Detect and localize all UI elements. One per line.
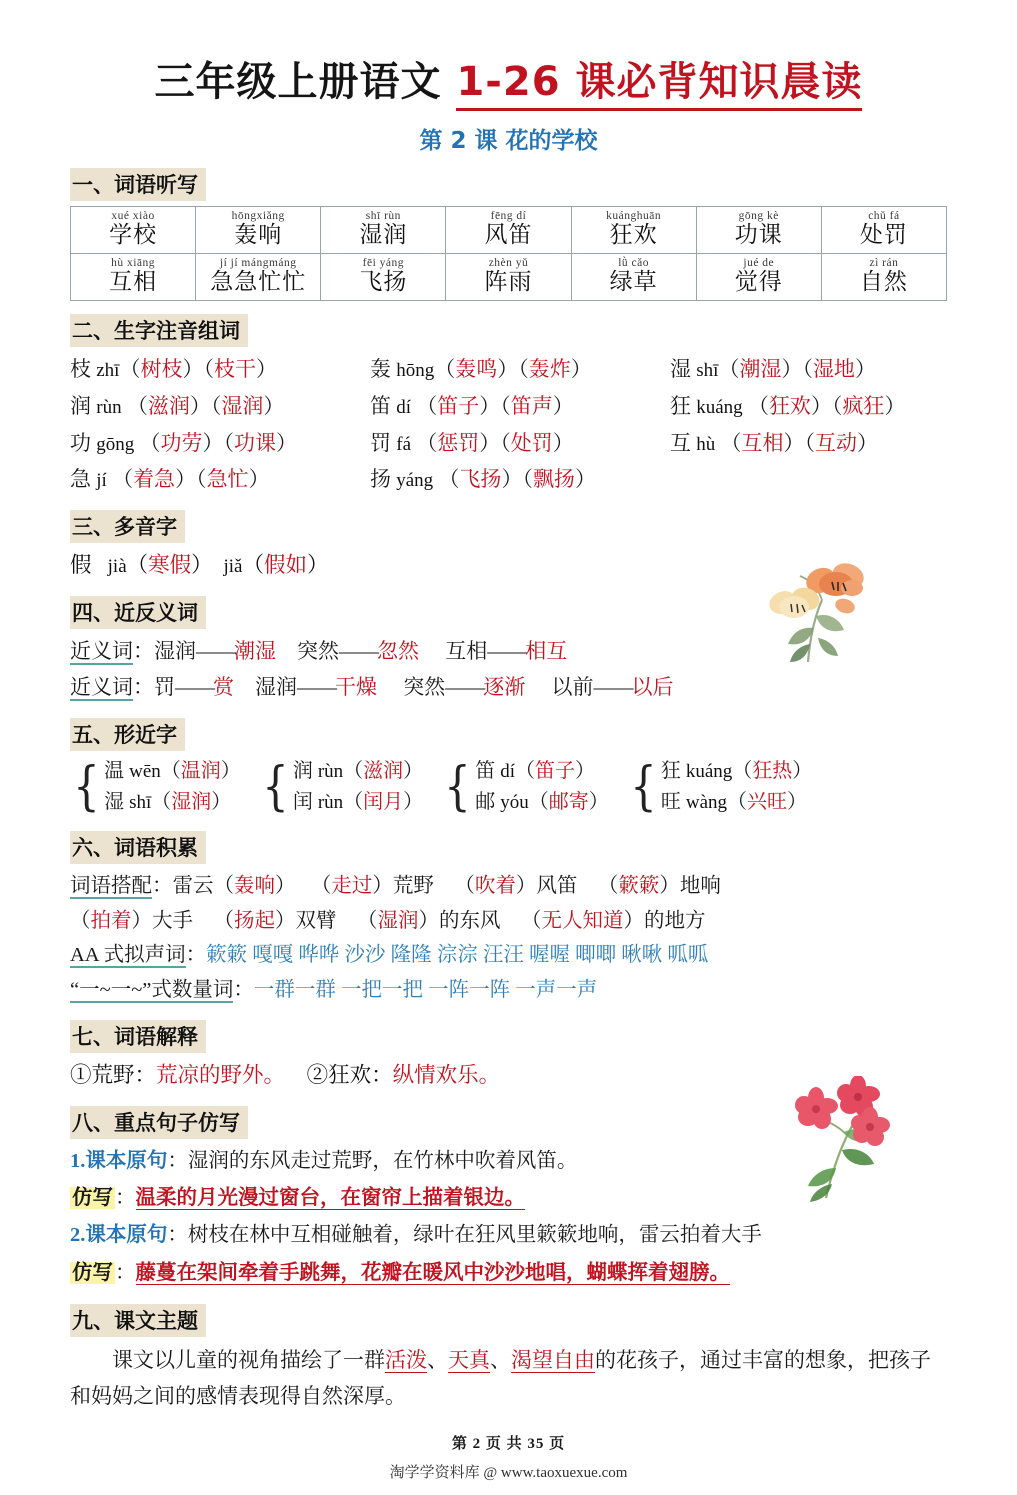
synonym-row-2-label: 近义词	[70, 674, 133, 699]
char: 润	[292, 760, 313, 783]
explanation-number: ①	[70, 1063, 92, 1088]
char-word: 兴旺	[747, 791, 788, 814]
char-pinyin: jí	[96, 470, 107, 492]
cell-word: 飞扬	[359, 269, 408, 295]
imitation-origin-2: 2.课本原句：树枝在林中互相碰触着，绿叶在狂风里簌簌地响，雷云拍着大手	[70, 1224, 762, 1247]
table-cell	[696, 254, 821, 301]
char-pinyin: kuáng	[685, 761, 733, 783]
section-heading-similar-chars	[70, 718, 947, 751]
char-word: 轰炸	[528, 357, 571, 381]
synonym-row-1: 近义词：湿润——潮湿 突然——忽然 互相——相互	[70, 638, 568, 663]
aa-word: 呱呱	[667, 944, 709, 967]
explanation-number: ②	[306, 1063, 329, 1088]
table-cell	[446, 254, 571, 301]
colloc-pre: 雷云	[172, 875, 214, 898]
explanation-meaning: 纵情欢乐。	[392, 1063, 501, 1088]
lesson-subtitle: 第 2 课 花的学校	[419, 128, 598, 154]
colloc-post: 双臂	[295, 909, 337, 932]
colloc-post: 地响	[679, 875, 721, 898]
syn-a: 互相	[445, 638, 488, 663]
char-word: 温润	[180, 760, 221, 783]
aa-word: 淙淙	[436, 944, 478, 967]
char: 功	[70, 430, 91, 455]
new-char-entry: 罚 fá （惩罚）（处罚）	[370, 430, 574, 455]
char-pinyin: rùn	[317, 792, 344, 814]
section-5-label: 五、形近字	[70, 718, 185, 751]
cell-word: 绿草	[609, 269, 658, 295]
polyphone-char: 假	[70, 553, 92, 578]
polyphone-word-1: 寒假	[148, 553, 192, 578]
similar-char-group	[259, 756, 423, 818]
title-red-part: 1-26 课必背知识晨读	[456, 59, 862, 111]
char-word: 笛子	[437, 393, 480, 418]
synonym-row-1-label: 近义词	[70, 638, 133, 663]
char: 闰	[292, 791, 313, 814]
section-4-label: 四、近反义词	[70, 596, 206, 629]
char-pinyin: shī	[129, 792, 152, 814]
theme-keyword-3: 渴望自由	[511, 1347, 595, 1372]
cell-pinyin: zhèn yǔ	[488, 256, 529, 269]
similar-char-line: 闰 rùn（闰月）	[292, 791, 424, 814]
syn-b: 干燥	[335, 674, 377, 699]
char-pinyin: shī	[696, 360, 719, 381]
similar-char-group	[627, 756, 813, 818]
cell-word: 急急忙忙	[210, 269, 307, 295]
cell-pinyin: fēi yáng	[362, 256, 405, 269]
page-title	[70, 58, 947, 106]
char-word: 功课	[234, 430, 276, 455]
theme-paragraph	[70, 1342, 947, 1414]
aa-label: AA 式拟声词	[70, 944, 186, 967]
new-char-entry: 扬 yáng （飞扬）（飘扬）	[370, 467, 596, 492]
char: 润	[70, 393, 91, 418]
syn-a: 以前	[551, 674, 594, 699]
section-heading-theme	[70, 1304, 947, 1337]
char-pinyin: hōng	[396, 360, 435, 381]
colloc-post: 荒野	[392, 875, 434, 898]
char-pinyin: kuáng	[696, 396, 743, 418]
table-row	[71, 254, 947, 301]
aa-word: 喔喔	[528, 944, 570, 967]
title-black-part: 三年级上册语文	[154, 59, 442, 105]
char-word: 处罚	[510, 430, 553, 455]
table-cell	[696, 207, 821, 254]
new-char-entry: 功 gōng （功劳）（功课）	[70, 430, 297, 455]
aa-word: 嘎嘎	[252, 944, 294, 967]
table-cell	[321, 254, 446, 301]
section-8-label: 八、重点句子仿写	[70, 1106, 248, 1139]
theme-sep: 、	[490, 1347, 511, 1372]
char-word: 互动	[815, 430, 857, 455]
table-cell	[446, 207, 571, 254]
syn-b: 逐渐	[483, 674, 526, 699]
char: 湿	[104, 791, 125, 814]
cell-word: 轰响	[234, 222, 283, 248]
similar-char-line: 温 wēn（温润）	[104, 760, 241, 783]
table-cell	[321, 207, 446, 254]
similar-char-line: 旺 wàng（兴旺）	[660, 791, 808, 814]
char-pinyin: fá	[396, 433, 412, 455]
table-row	[71, 207, 947, 254]
syn-a: 突然	[403, 674, 446, 699]
syn-a: 湿润	[255, 674, 297, 699]
quantifier-label: “一~一~”式数量词	[70, 978, 234, 1001]
similar-char-group	[441, 756, 609, 818]
char-word: 邮寄	[548, 791, 589, 814]
imitation-origin-1: 1.课本原句：湿润的东风走过荒野，在竹林中吹着风笛。	[70, 1149, 578, 1172]
cell-pinyin: xué xiào	[111, 209, 155, 222]
section-3-label: 三、多音字	[70, 510, 185, 543]
brace-icon: {	[73, 756, 100, 817]
new-char-entry: 湿 shī（潮湿）（湿地）	[670, 357, 876, 381]
cell-pinyin: shī rùn	[365, 209, 401, 222]
syn-b: 相互	[525, 638, 568, 663]
table-cell	[196, 207, 321, 254]
explanation-term: 荒野	[91, 1063, 135, 1088]
char: 罚	[370, 430, 391, 455]
char-word: 闰月	[363, 791, 404, 814]
char: 温	[104, 760, 125, 783]
cell-pinyin: fēng dí	[490, 209, 527, 222]
cell-pinyin: zì rán	[869, 256, 899, 269]
polyphone-row: 假 jià（寒假） jiǎ（假如）	[70, 553, 329, 578]
char-word: 笛子	[535, 760, 576, 783]
quantifier-line: “一~一~”式数量词：一群一群 一把一把 一阵一阵 一声一声	[70, 978, 598, 1001]
char-word: 枝干	[213, 357, 256, 381]
section-heading-accumulation	[70, 831, 947, 864]
section-2-label: 二、生字注音组词	[70, 314, 248, 347]
aa-word: 啾啾	[621, 944, 663, 967]
char: 枝	[70, 357, 91, 381]
brace-icon: {	[630, 756, 657, 817]
char-word: 潮湿	[739, 357, 782, 381]
similar-char-line: 狂 kuáng（狂热）	[660, 760, 813, 783]
origin-text: 湿润的东风走过荒野，在竹林中吹着风笛。	[187, 1149, 578, 1172]
char-word: 疯狂	[842, 393, 885, 418]
char-word: 湿地	[812, 357, 855, 381]
aa-word: 簌簌	[206, 944, 248, 967]
explanation-term: 狂欢	[328, 1063, 372, 1088]
aa-word: 唧唧	[575, 944, 617, 967]
cell-word: 湿润	[359, 222, 408, 248]
theme-sep: 、	[427, 1347, 448, 1372]
colloc-fill: 湿润	[377, 909, 419, 932]
char-pinyin: dí	[396, 396, 412, 418]
theme-keyword-2: 天真	[448, 1347, 490, 1372]
copy-label: 仿写	[72, 1187, 113, 1210]
imitation-copy-2: 仿写：藤蔓在架间牵着手跳舞，花瓣在暖风中沙沙地唱，蝴蝶挥着翅膀。	[72, 1261, 730, 1284]
cell-pinyin: hōngxiǎng	[231, 209, 285, 222]
polyphone-word-2: 假如	[263, 553, 307, 578]
char-pinyin: rùn	[317, 761, 344, 783]
new-char-entry: 狂 kuáng （狂欢）（疯狂）	[670, 393, 906, 418]
cell-pinyin: kuánghuān	[606, 209, 662, 222]
char-word: 着急	[133, 467, 176, 492]
char-pinyin: gōng	[96, 433, 135, 455]
theme-keyword-1: 活泼	[385, 1347, 427, 1372]
char-word: 湿润	[221, 393, 264, 418]
aa-onomatopoeia-line: AA 式拟声词：簌簌 嘎嘎 哗哗 沙沙 隆隆 淙淙 汪汪 喔喔 唧唧 啾啾 呱呱	[70, 944, 709, 967]
char-pinyin: yáng	[396, 470, 434, 492]
similar-char-line: 邮 yóu（邮寄）	[475, 791, 609, 814]
similar-char-line: 润 rùn（滋润）	[292, 760, 424, 783]
polyphone-reading-2: jiǎ	[223, 556, 243, 578]
aa-word: 哗哗	[298, 944, 340, 967]
orange-flower-illustration	[748, 550, 898, 668]
table-cell	[821, 207, 946, 254]
polyphone-reading-1: jià	[107, 556, 127, 578]
section-1-label: 一、词语听写	[70, 168, 206, 201]
colloc-fill: 簌簌	[618, 875, 660, 898]
char: 扬	[370, 467, 391, 492]
colloc-fill: 走过	[331, 875, 373, 898]
cell-word: 学校	[109, 222, 158, 248]
cell-pinyin: hù xiāng	[111, 256, 156, 269]
cell-pinyin: lǜ cǎo	[618, 256, 650, 269]
table-cell	[196, 254, 321, 301]
char-word: 笛声	[510, 393, 553, 418]
cell-word: 互相	[109, 269, 158, 295]
syn-b: 潮湿	[234, 638, 276, 663]
cell-word: 觉得	[734, 269, 783, 295]
char-word: 飘扬	[532, 467, 575, 492]
copy-text: 藤蔓在架间牵着手跳舞，花瓣在暖风中沙沙地唱，蝴蝶挥着翅膀。	[135, 1261, 730, 1284]
syn-b: 忽然	[377, 638, 419, 663]
char: 轰	[370, 357, 391, 381]
new-char-entry: 笛 dí （笛子）（笛声）	[370, 393, 574, 418]
char-word: 功劳	[160, 430, 203, 455]
char-pinyin: wēn	[129, 761, 161, 783]
theme-part-2: 的花孩子，通过丰富的想象，把孩子和妈妈之间的感情表现得自然深厚。	[70, 1347, 931, 1408]
char-pinyin: yóu	[500, 792, 529, 814]
similar-chars-row	[70, 756, 947, 818]
char-word: 互相	[741, 430, 784, 455]
cell-word: 风笛	[484, 222, 533, 248]
colloc-post: 大手	[152, 909, 193, 932]
colloc-fill: 吹着	[474, 875, 516, 898]
char: 急	[70, 467, 91, 492]
page-number: 第 2 页 共 35 页	[451, 1436, 566, 1453]
origin-label: 2.课本原句	[70, 1224, 168, 1247]
quantifier-word: 一阵一阵	[428, 978, 511, 1001]
char: 邮	[475, 791, 496, 814]
quantifier-word: 一群一群	[253, 978, 336, 1001]
syn-a: 罚	[154, 674, 175, 699]
aa-word: 汪汪	[482, 944, 524, 967]
cell-pinyin: jí jí mángmáng	[219, 256, 297, 269]
cell-pinyin: jué de	[743, 256, 775, 269]
table-cell	[821, 254, 946, 301]
cell-pinyin: gōng kè	[738, 209, 779, 222]
new-char-entry: 润 rùn （滋润）（湿润）	[70, 393, 285, 418]
similar-char-line: 笛 dí（笛子）	[475, 760, 596, 783]
copy-label: 仿写	[72, 1261, 113, 1284]
syn-a: 突然	[297, 638, 339, 663]
char-pinyin: zhī	[96, 360, 120, 381]
explanation-row: ①荒野：荒凉的野外。 ②狂欢：纵情欢乐。	[70, 1063, 501, 1088]
collocation-line-2: （拍着）大手 （扬起）双臂 （湿润）的东风 （无人知道）的地方	[70, 909, 706, 932]
aa-word: 沙沙	[344, 944, 386, 967]
table-cell	[571, 207, 696, 254]
explanation-meaning: 荒凉的野外。	[156, 1063, 286, 1088]
char-word: 树枝	[140, 357, 183, 381]
copy-text: 温柔的月光漫过窗台，在窗帘上描着银边。	[135, 1187, 525, 1210]
char: 旺	[660, 791, 681, 814]
brace-icon: {	[262, 756, 289, 817]
theme-part-1: 课文以儿童的视角描绘了一群	[112, 1347, 385, 1372]
syn-b: 以后	[631, 674, 674, 699]
cell-word: 处罚	[859, 222, 908, 248]
new-char-entry: 互 hù （互相）（互动）	[670, 430, 878, 455]
char-pinyin: dí	[500, 761, 516, 783]
char-word: 飞扬	[459, 467, 502, 492]
cell-word: 功课	[734, 222, 783, 248]
origin-text: 树枝在林中互相碰触着，绿叶在狂风里簌簌地响，雷云拍着大手	[187, 1224, 762, 1247]
section-6-label: 六、词语积累	[70, 831, 206, 864]
table-cell	[571, 254, 696, 301]
quantifier-word: 一把一把	[341, 978, 424, 1001]
syn-a: 湿润	[154, 638, 196, 663]
new-char-entry: 急 jí （着急）（急忙）	[70, 467, 270, 492]
new-char-entry: 枝 zhī（树枝）（枝干）	[70, 357, 277, 381]
pink-flower-illustration	[778, 1076, 910, 1202]
section-9-label: 九、课文主题	[70, 1304, 206, 1337]
colloc-fill: 拍着	[90, 909, 132, 932]
char: 狂	[670, 393, 691, 418]
table-cell	[71, 254, 196, 301]
section-heading-explanations	[70, 1020, 947, 1053]
char-word: 滋润	[147, 393, 190, 418]
section-heading-new-chars	[70, 314, 947, 347]
char-word: 狂热	[752, 760, 793, 783]
cell-word: 阵雨	[484, 269, 533, 295]
cell-pinyin: chǔ fá	[868, 209, 900, 222]
section-heading-dictation	[70, 168, 947, 201]
char-word: 轰鸣	[455, 357, 498, 381]
cell-word: 狂欢	[609, 222, 658, 248]
collocation-label: 词语搭配	[70, 875, 152, 898]
new-char-entry: 轰 hōng（轰鸣）（轰炸）	[370, 357, 592, 381]
colloc-fill: 轰响	[234, 875, 275, 898]
table-cell	[71, 207, 196, 254]
imitation-copy-1: 仿写：温柔的月光漫过窗台，在窗帘上描着银边。	[72, 1187, 525, 1210]
new-chars-grid	[70, 352, 947, 497]
worksheet-page	[0, 58, 1017, 1495]
origin-label: 1.课本原句	[70, 1149, 168, 1172]
collocation-line-1: 词语搭配：雷云（轰响） （走过）荒野 （吹着）风笛 （簌簌）地响	[70, 875, 721, 898]
colloc-fill: 扬起	[234, 909, 275, 932]
similar-char-line: 湿 shī（湿润）	[104, 791, 232, 814]
quantifier-word: 一声一声	[515, 978, 598, 1001]
char-word: 滋润	[363, 760, 404, 783]
char: 狂	[660, 760, 681, 783]
syn-b: 赏	[213, 674, 234, 699]
char: 互	[670, 430, 691, 455]
char-word: 湿润	[171, 791, 212, 814]
aa-word: 隆隆	[390, 944, 432, 967]
colloc-post: 的东风	[439, 909, 501, 932]
cell-word: 自然	[859, 269, 908, 295]
dictation-table	[70, 206, 947, 301]
section-heading-polyphone	[70, 510, 947, 543]
colloc-post: 风笛	[536, 875, 578, 898]
char: 笛	[370, 393, 391, 418]
synonym-row-2: 近义词：罚——赏 湿润——干燥 突然——逐渐 以前——以后	[70, 674, 674, 699]
char-word: 急忙	[206, 467, 249, 492]
site-watermark: 淘学学资料库 @ www.taoxuexue.com	[389, 1465, 628, 1482]
char-pinyin: rùn	[96, 396, 122, 418]
char-word: 惩罚	[437, 430, 480, 455]
colloc-fill: 无人知道	[541, 909, 624, 932]
section-7-label: 七、词语解释	[70, 1020, 206, 1053]
char: 笛	[475, 760, 496, 783]
char: 湿	[670, 357, 691, 381]
char-word: 狂欢	[768, 393, 811, 418]
brace-icon: {	[444, 756, 471, 817]
char-pinyin: wàng	[685, 792, 728, 814]
similar-char-group	[70, 756, 241, 818]
colloc-post: 的地方	[644, 909, 706, 932]
char-pinyin: hù	[696, 433, 716, 455]
